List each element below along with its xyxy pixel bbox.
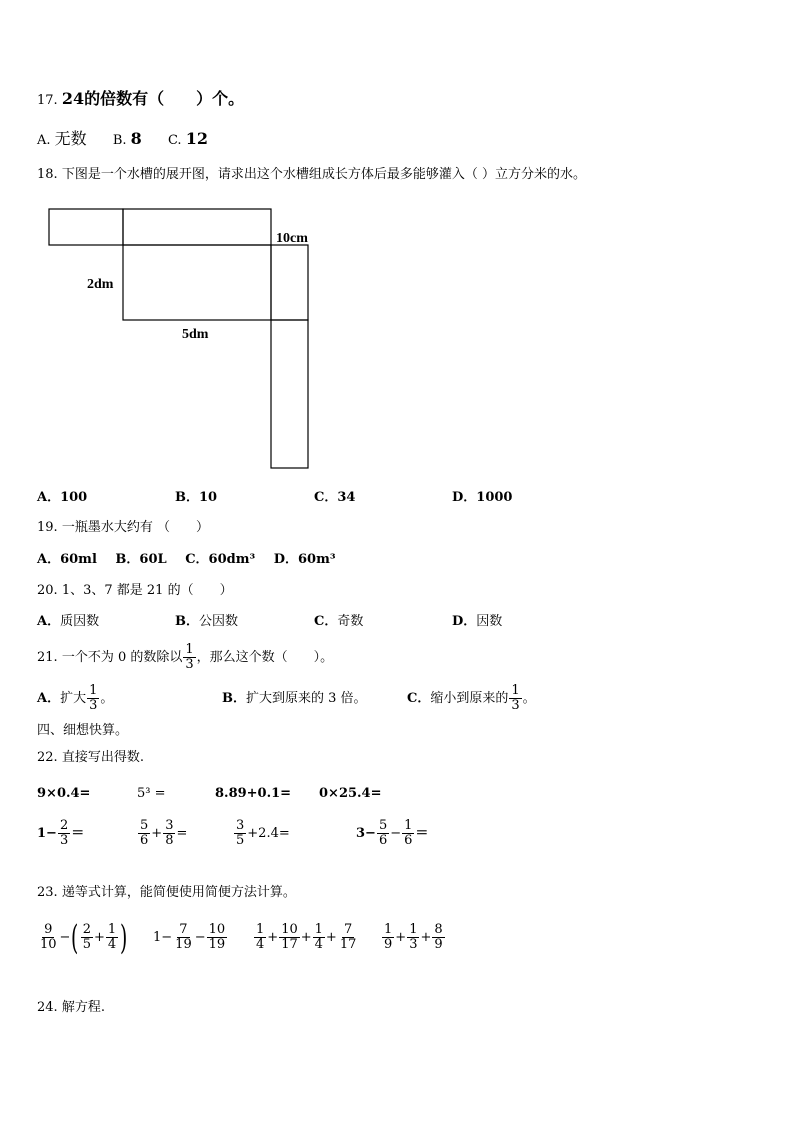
- q23-expr-1: $\frac{9}{10}$ −( $\frac{2}{5}$ + $\frac{1}{4}$ ): [40, 917, 128, 958]
- q22-item-5: 1− $\frac{2}{3}$ ＝: [37, 818, 85, 848]
- q20-number: 20.: [37, 583, 58, 598]
- q20-option-b: B．公因数: [175, 614, 239, 629]
- label-width: 2dm: [87, 277, 114, 292]
- fraction: $\frac{1}{3}$: [89, 683, 98, 713]
- q20-option-d: D．因数: [452, 614, 503, 629]
- q24: 24. 解方程.: [37, 1000, 105, 1015]
- q18-option-b: B．10: [175, 490, 218, 505]
- q23-expr-2: 1− $\frac{7}{19}$ − $\frac{10}{19}$: [153, 922, 226, 952]
- q18-text: 下图是一个水槽的展开图，请求出这个水槽组成长方体后最多能够灌入（ ）立方分米的水。: [61, 167, 586, 182]
- net-face-top: [123, 209, 271, 245]
- q17-number: 17.: [37, 93, 58, 108]
- label-height: 10cm: [276, 231, 308, 246]
- fraction: $\frac{1}{3}$: [511, 683, 520, 713]
- net-face-lower: [271, 320, 308, 468]
- q21-option-a: A．扩大 $\frac{1}{3}$ 。: [37, 683, 114, 713]
- q18-number: 18.: [37, 167, 58, 182]
- q17-option-b-value: 8: [130, 129, 142, 148]
- section-title: 四、细想快算。: [37, 723, 129, 738]
- q23: 23. 递等式计算，能简便使用简便方法计算。: [37, 885, 296, 900]
- q22-item-2: 5³ =: [137, 786, 166, 801]
- q17-option-c-value: 12: [185, 129, 208, 148]
- q21-option-b: B．扩大到原来的 3 倍。: [222, 691, 367, 706]
- q22-item-4: 0×25.4=: [319, 786, 382, 801]
- q21: 21. 一个不为 0 的数除以 $\frac{1}{3}$ ，那么这个数（ ）。: [37, 642, 334, 672]
- q22-item-6: $\frac{5}{6}$ + $\frac{3}{8}$ =: [140, 818, 188, 848]
- q22-item-8: 3− $\frac{5}{6}$ − $\frac{1}{6}$ ＝: [356, 818, 429, 848]
- net-face-bottom: [123, 245, 271, 320]
- fraction: $\frac{1}{3}$: [185, 642, 194, 672]
- q20-option-c: C．奇数: [314, 614, 364, 629]
- q17-option-c-label: C.: [167, 133, 182, 148]
- q17-option-a-label: A.: [37, 133, 51, 148]
- q20: [37, 583, 233, 599]
- q18-option-c: C．34: [314, 490, 356, 505]
- q19-text: 一瓶墨水大约有 （ ）: [61, 520, 209, 535]
- q17-text: 24的倍数有（ ）个。: [61, 89, 245, 108]
- q19-options: A．60ml B．60L C．60dm³ D．60m³: [37, 552, 336, 567]
- q17-option-b-label: B.: [112, 133, 127, 148]
- q22-item-7: $\frac{3}{5}$ +2.4=: [236, 818, 290, 848]
- q23-expr-3: $\frac{1}{4}$ + $\frac{10}{17}$ + $\frac{1}{4}$ + $\frac{7}{17}$: [256, 922, 357, 952]
- q23-expr-4: $\frac{1}{9}$ + $\frac{1}{3}$ + $\frac{8}{9}$: [384, 922, 443, 952]
- q17-option-a-value: 无数: [54, 129, 87, 148]
- q20-option-a: A．质因数: [37, 614, 100, 629]
- q22-item-3: 8.89+0.1=: [215, 786, 292, 801]
- net-face-left: [49, 209, 123, 245]
- q21-option-c: C．缩小到原来的 $\frac{1}{3}$ 。: [407, 683, 536, 713]
- q18-option-d: D．1000: [452, 490, 513, 505]
- net-face-right: [271, 245, 308, 320]
- q20-text: 1、3、7 都是 21 的（ ）: [61, 583, 233, 598]
- q22-item-1: 9×0.4=: [37, 786, 91, 801]
- q22: 22. 直接写出得数.: [37, 750, 144, 765]
- label-length: 5dm: [182, 327, 209, 342]
- q19-number: 19.: [37, 520, 58, 535]
- q19: [37, 520, 209, 536]
- q18-option-a: A．100: [37, 490, 88, 505]
